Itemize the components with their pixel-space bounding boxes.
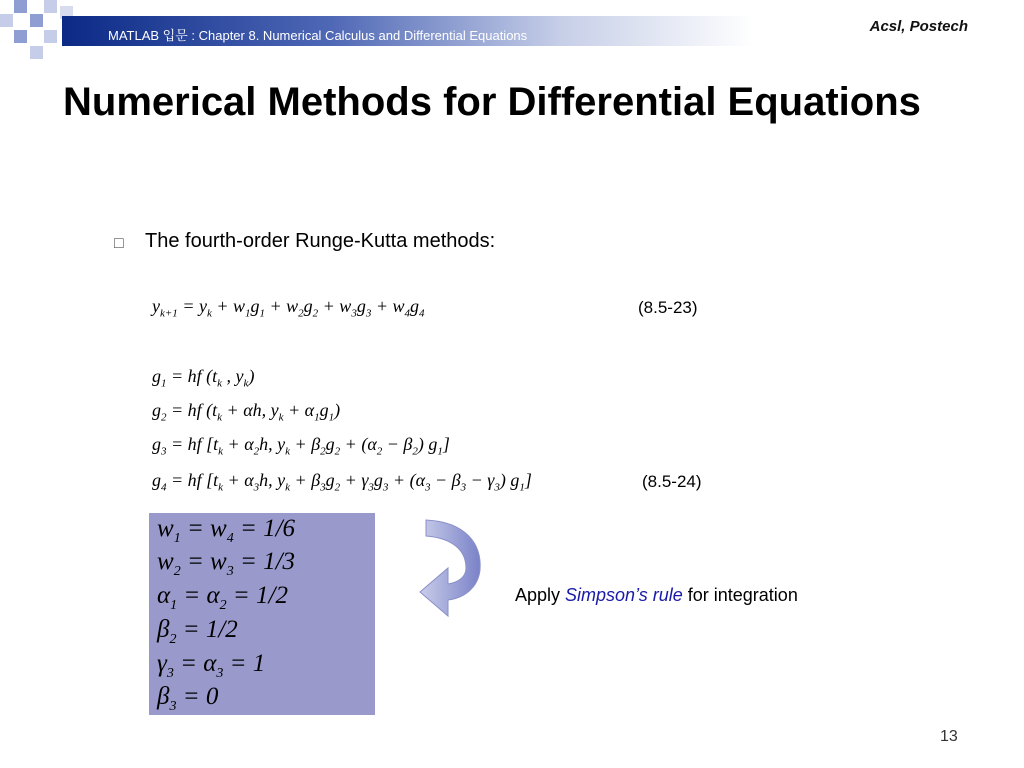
param-gamma3-alpha3: $\gamma_3 = \alpha_3 = 1$	[157, 650, 266, 681]
apply-suffix: for integration	[682, 585, 798, 605]
bullet-text: The fourth-order Runge-Kutta methods:	[145, 230, 496, 252]
param-beta2: $\beta_2 = 1/2$	[157, 616, 238, 647]
bullet-icon: □	[114, 235, 124, 252]
simpsons-rule-highlight: Simpson’s rule	[565, 585, 683, 605]
apply-prefix: Apply	[515, 585, 566, 605]
page-number: 13	[940, 728, 958, 745]
curved-arrow-icon	[418, 518, 484, 618]
breadcrumb: MATLAB 입문 : Chapter 8. Numerical Calculus and Differential Equations	[108, 28, 528, 43]
equation-number-1: (8.5-23)	[638, 298, 698, 317]
param-w2-w3: $w_2 = w_3 = 1/3$	[157, 548, 296, 579]
parameter-box	[149, 513, 375, 715]
param-w1-w4: $w_1 = w_4 = 1/6$	[157, 515, 296, 546]
g3-equation: $g_3$ = hf [$t_k + \alpha_2h$, $y_k + \beta_2g_2 + (\alpha_2 - \beta_2)$ $g_1$]	[152, 434, 450, 458]
author-label: Acsl, Postech	[869, 18, 968, 35]
equation-number-2: (8.5-24)	[642, 472, 702, 491]
page-title: Numerical Methods for Differential Equations	[63, 80, 921, 124]
g2-equation: $g_2$ = hf ($t_k + \alpha h$, $y_k + \alpha_1g_1$)	[152, 400, 341, 424]
param-alpha1-alpha2: $\alpha_1 = \alpha_2 = 1/2$	[157, 582, 288, 613]
param-beta3: $\beta_3 = 0$	[157, 683, 219, 714]
g1-equation: $g_1$ = hf ($t_k$ , $y_k$)	[152, 366, 255, 390]
apply-note	[515, 585, 798, 606]
rk4-update-equation: $y_{k+1} = y_k + w_1g_1 + w_2g_2 + w_3g_3 + w_4g_4$	[152, 296, 425, 320]
g4-equation: $g_4$ = hf [$t_k + \alpha_3h$, $y_k + \beta_3g_2 + \gamma_3g_3 + (\alpha_3 - \beta_3 - \gamma_3)$ $g_1$]	[152, 470, 532, 494]
